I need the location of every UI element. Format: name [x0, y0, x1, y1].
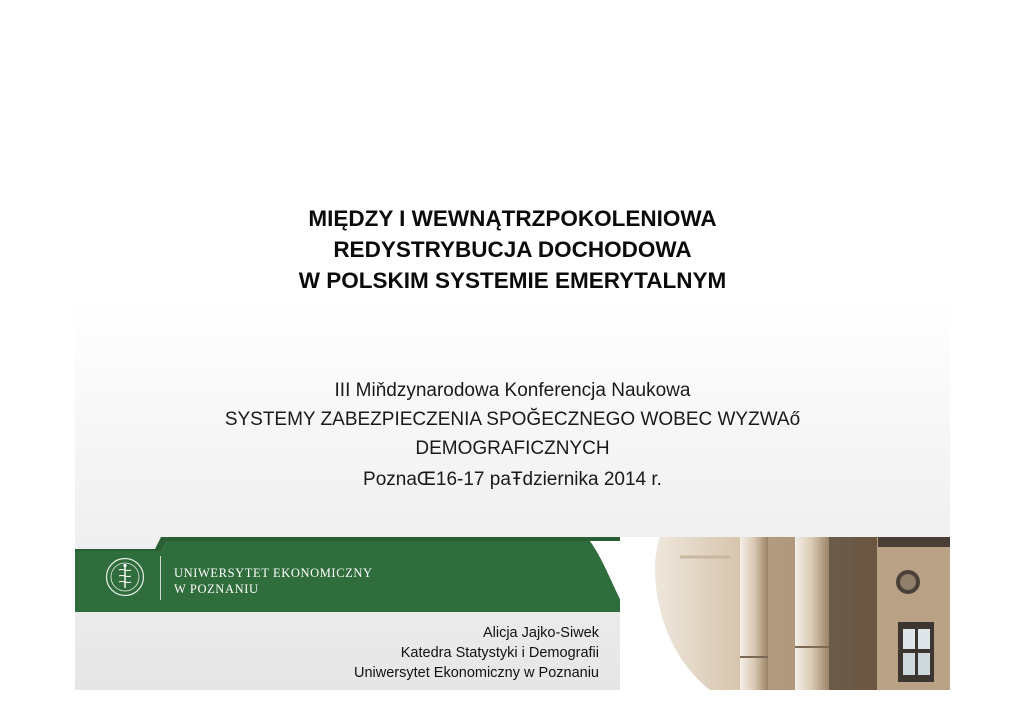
title-line-3: W POLSKIM SYSTEMIE EMERYTALNYM: [298, 268, 727, 293]
title-line-1: MIĘDZY I WEWNĄTRZPOKOLENIOWA: [308, 206, 717, 231]
conference-theme-line-1: SYSTEMY ZABEZPIECZENIA SPOĞECZNEGO WOBEC WYZWAő: [224, 409, 801, 430]
conference-date-place: PoznaŒ16-17 paŦdziernika 2014 r.: [363, 469, 662, 490]
building-photo: [620, 537, 950, 690]
university-name-line-2: W POZNANIU: [174, 582, 259, 596]
university-seal-icon: [105, 557, 145, 597]
conference-theme-line-2: DEMOGRAFICZNYCH: [415, 438, 610, 459]
slide-title: [75, 203, 950, 296]
conference-name: III Miňdzynarodowa Konferencja Naukowa: [334, 380, 691, 401]
logo-divider: [160, 556, 161, 600]
title-line-2: REDYSTRYBUCJA DOCHODOWA: [333, 237, 692, 262]
author-institution: Uniwersytet Ekonomiczny w Poznaniu: [354, 665, 599, 681]
conference-info: [75, 376, 950, 494]
author-department: Katedra Statystyki i Demografii: [400, 645, 599, 661]
author-block: [354, 623, 599, 683]
university-name: [174, 565, 373, 597]
university-name-line-1: UNIWERSYTET EKONOMICZNY: [174, 566, 373, 580]
author-name: Alicja Jajko-Siwek: [482, 625, 599, 641]
